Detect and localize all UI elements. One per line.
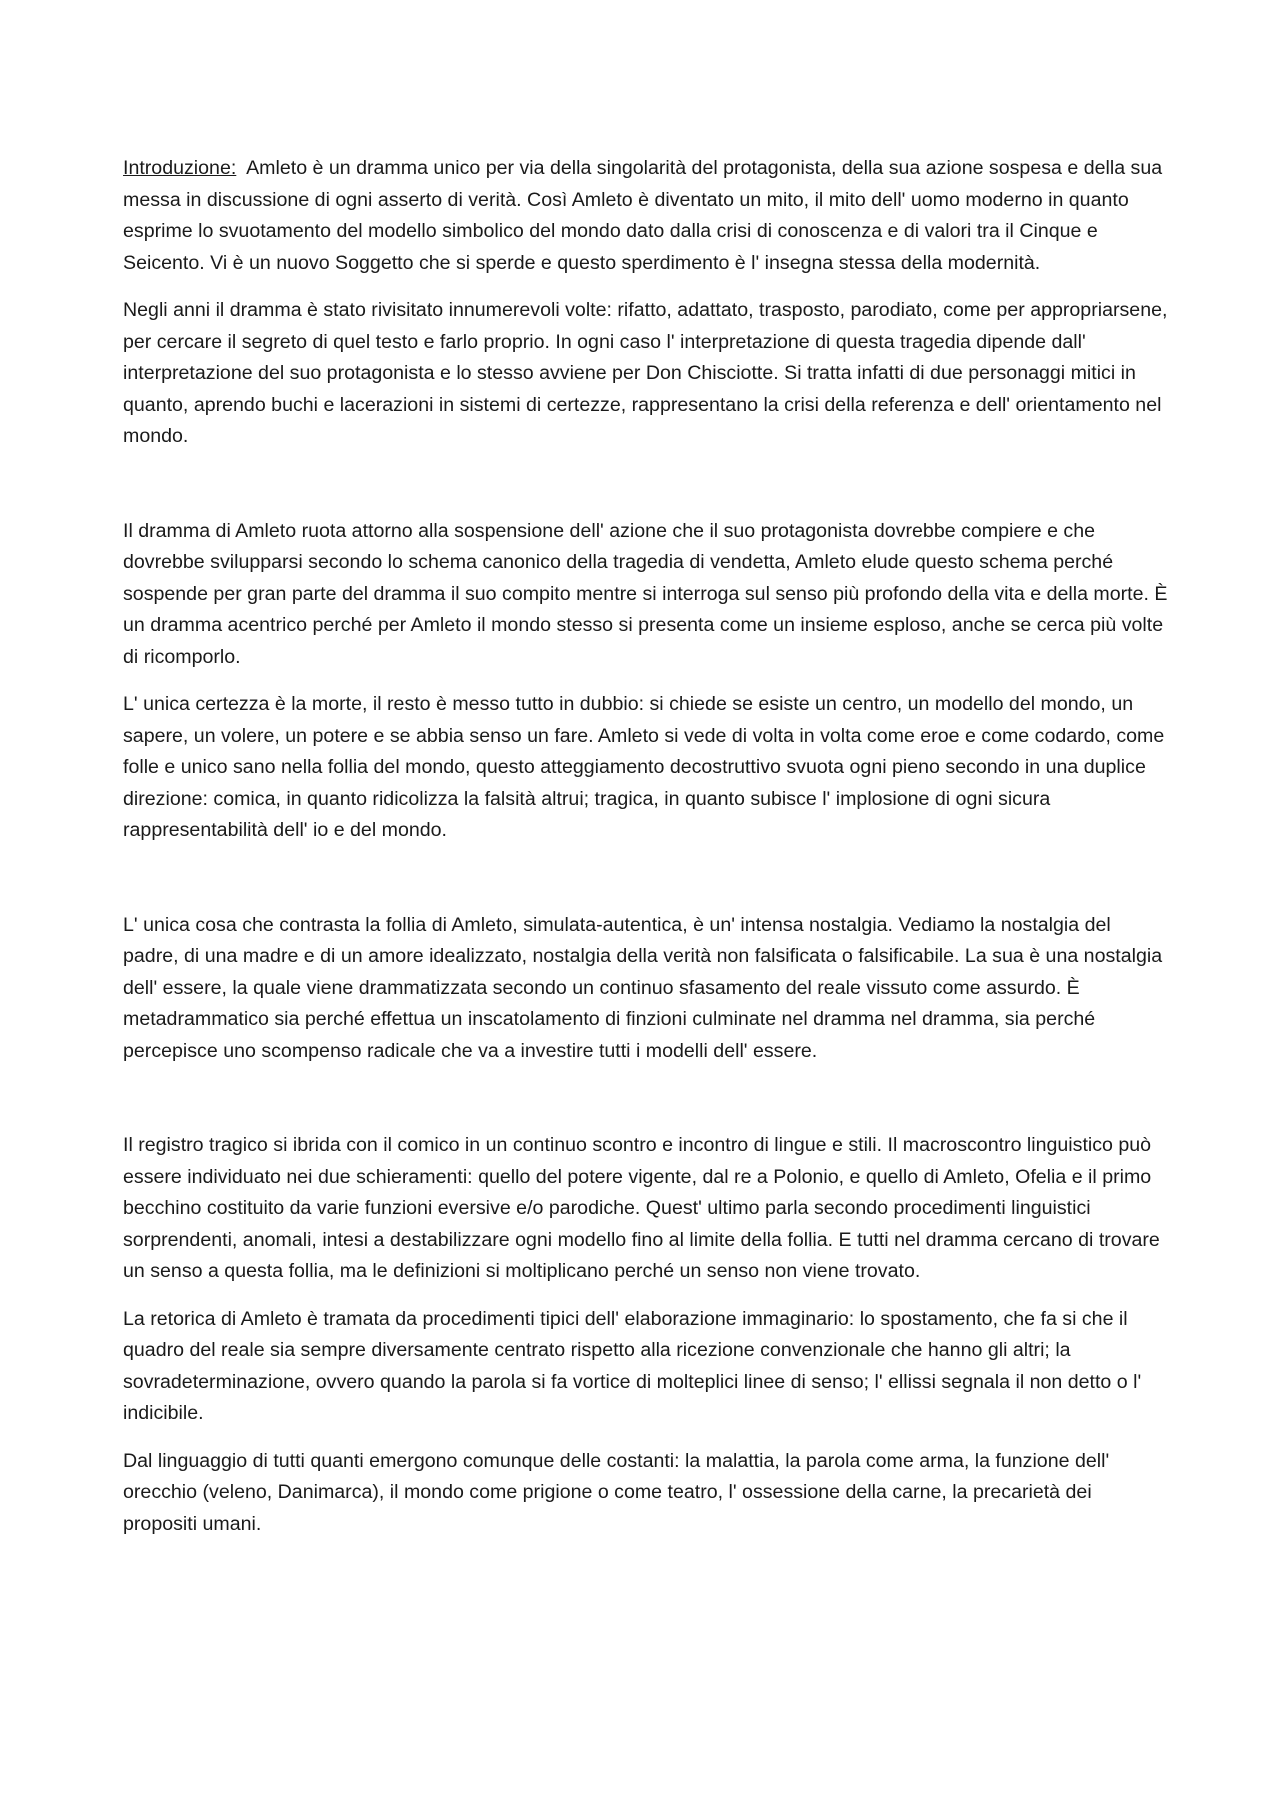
paragraph-certainty: L' unica certezza è la morte, il resto è messo tutto in dubbio: si chiede se esiste un centro, un modello del mondo, un sapere, un volere, un potere e se abbia senso un fare. Amleto si vede di volta in volta come eroe e come codardo, come folle e unico sano nella follia del mondo, questo atteggiamento decostruttivo svuota ogni pieno secondo in una duplice direzione: comica, in quanto ridicolizza la falsità altrui; tragica, in quanto subisce l' implosione di ogni sicura rappresentabilità dell' io e del mondo.	[123, 693, 1165, 841]
introduction-label: Introduzione:	[123, 157, 237, 179]
paragraph-rhetoric: La retorica di Amleto è tramata da procedimenti tipici dell' elaborazione immaginario: lo spostamento, che fa si che il quadro del reale sia sempre diversamente centrato rispetto alla ricezione convenzionale che hanno gli altri; la sovradeterminazione, ovvero quando la parola si fa vortice di molteplici linee di senso; l' ellissi segnala il non detto o l' indicibile.	[123, 1307, 1142, 1424]
paragraph-text: Amleto è un dramma unico per via della singolarità del protagonista, della sua azione sospesa e della sua messa in discussione di ogni asserto di verità. Così Amleto è diventato un mito, il mito dell' uomo moderno in quanto esprime lo svuotamento del modello simbolico del mondo dato dalla crisi di conoscenza e di valori tra il Cinque e Seicento. Vi è un nuovo Soggetto che si sperde e questo sperdimento è l' insegna stessa della modernità.	[123, 157, 1163, 274]
paragraph-nostalgia: L' unica cosa che contrasta la follia di Amleto, simulata-autentica, è un' intensa nostalgia. Vediamo la nostalgia del padre, di una madre e di un amore idealizzato, nostalgia della verità non falsificata o falsificabile. La sua è una nostalgia dell' essere, la quale viene drammatizzata secondo un continuo sfasamento del reale vissuto come assurdo. È metadrammatico sia perché effettua un inscatolamento di finzioni culminate nel dramma nel dramma, sia perché percepisce uno scompenso radicale che va a investire tutti i modelli dell' essere.	[123, 913, 1163, 1062]
document-body	[123, 153, 1169, 1556]
paragraph-register: Il registro tragico si ibrida con il comico in un continuo scontro e incontro di lingue e stili. Il macroscontro linguistico può essere individuato nei due schieramenti: quello del potere vigente, dal re a Polonio, e quello di Amleto, Ofelia e il primo becchino costituito da varie funzioni eversive e/o parodiche. Quest' ultimo parla secondo procedimenti linguistici sorprendenti, anomali, intesi a destabilizzare ogni modello fino al limite della follia. E tutti nel dramma cercano di trovare un senso a questa follia, ma le definizioni si moltiplicano perché un senso non viene trovato.	[123, 1134, 1160, 1282]
paragraph-reinterpretations: Negli anni il dramma è stato rivisitato innumerevoli volte: rifatto, adattato, trasposto, parodiato, come per appropriarsene, per cercare il segreto di quel testo e farlo proprio. In ogni caso l' interpretazione di questa tragedia dipende dall' interpretazione del suo protagonista e lo stesso avviene per Don Chisciotte. Si tratta infatti di due personaggi mitici in quanto, aprendo buchi e lacerazioni in sistemi di certezze, rappresentano la crisi della referenza e dell' orientamento nel mondo.	[123, 299, 1168, 447]
paragraph-suspension: Il dramma di Amleto ruota attorno alla sospensione dell' azione che il suo protagonista dovrebbe compiere e che dovrebbe svilupparsi secondo lo schema canonico della tragedia di vendetta, Amleto elude questo schema perché sospende per gran parte del dramma il suo compito mentre si interroga sul senso più profondo della vita e della morte. È un dramma acentrico perché per Amleto il mondo stesso si presenta come un insieme esploso, anche se cerca più volte di ricomporlo.	[123, 519, 1168, 668]
paragraph-introduction	[123, 153, 1169, 279]
paragraph-constants: Dal linguaggio di tutti quanti emergono comunque delle costanti: la malattia, la parola come arma, la funzione dell' orecchio (veleno, Danimarca), il mondo come prigione o come teatro, l' ossessione della carne, la precarietà dei propositi umani.	[123, 1449, 1110, 1535]
